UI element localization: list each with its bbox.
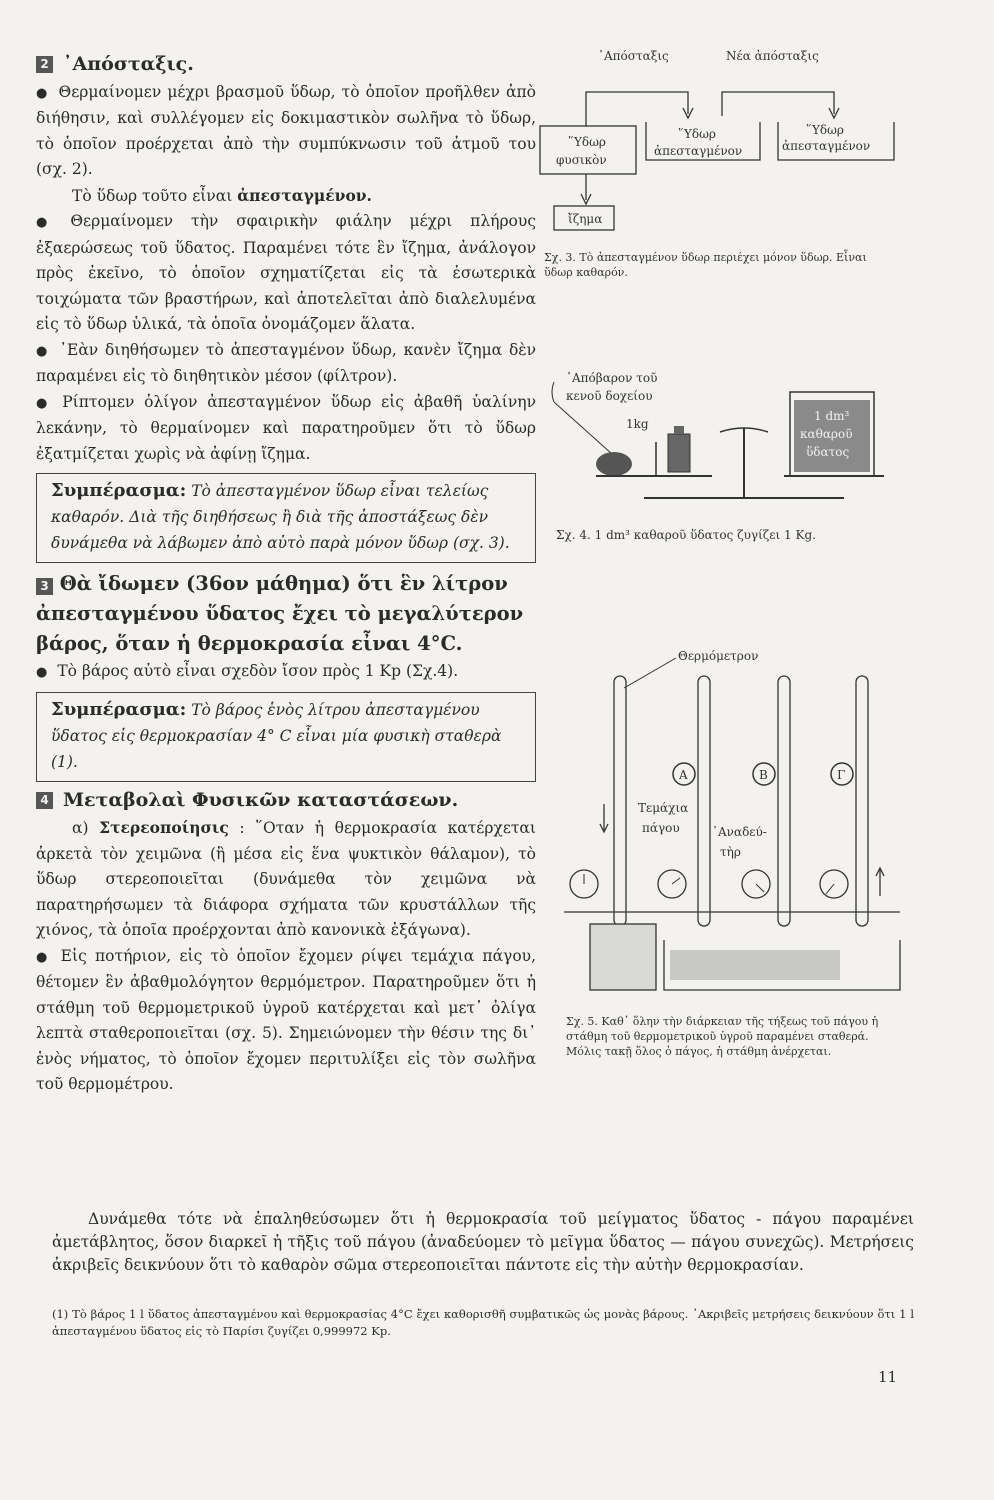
sec3-paragraph-1: ● Τὸ βάρος αὐτὸ εἶναι σχεδὸν ἴσον πρὸς 1 Kp (Σχ.4). <box>36 659 536 686</box>
fig3-label-new-distill: Νέα ἀπόσταξις <box>726 49 819 63</box>
page-number: 11 <box>878 1368 898 1386</box>
section-3-title: Θὰ ἴδωμεν (36ον μάθημα) ὅτι ἓν λίτρον ἀπεσταγμένου ὕδατος ἔχει τὸ μεγαλύτερον βάρος, ὅταν ἡ θερμοκρασία εἶναι 4°C. <box>36 572 524 655</box>
fig3-box3-line1: ῞Υδωρ <box>806 123 844 137</box>
section-2-heading <box>36 52 536 78</box>
fig5-label-B: B <box>759 768 768 782</box>
fig3-box2-line1: ῞Υδωρ <box>678 127 716 141</box>
sec3-conclusion-text: Τὸ βάρος ἑνὸς λίτρου ἀπεσταγμένου ὕδατος εἰς θερμοκρασίαν 4° C εἶναι μία φυσικὴ σταθερὰ (1). <box>51 700 502 771</box>
fig3-box1-line2: φυσικὸν <box>556 153 607 167</box>
fig4-tare-stone <box>596 452 632 476</box>
fig5-thermometer-1 <box>614 676 626 926</box>
fig5-beaker-ice <box>590 924 656 990</box>
fig5-label-ice-1: Τεμάχια <box>638 801 689 815</box>
fig5-label-stir-1: ᾿Αναδεύ- <box>712 825 767 839</box>
fig4-label-tare-1: ᾿Απόβαρον τοῦ <box>566 371 658 385</box>
section-3-number: 3 <box>36 578 53 595</box>
sec2-p2-text: Τὸ ὕδωρ τοῦτο εἶναι <box>72 186 238 205</box>
figure-3-diagram <box>538 42 908 242</box>
sec4-a-text: : ῞Οταν ἡ θερμοκρασία κατέρχεται ἀρκετὰ τὸν χειμῶνα (ἢ μέσα εἰς ἕνα ψυκτικὸν θάλαμον), τὸ ὕδωρ στερεοποιεῖται (δυνάμεθα τὸν χειμῶνα νὰ παρατηρήσωμεν τὰ διάφορα σχήματα τῶν κρυστάλλων τῆς χιόνος, τὰ ὁποῖα προέρχονται ἀπὸ κανονικὰ ἑξάγωνα). <box>36 819 536 939</box>
sec2-paragraph-3: ● Θερμαίνομεν τὴν σφαιρικὴν φιάλην μέχρι πλήρους ἐξαερώσεως τοῦ ὕδατος. Παραμένει τότε ἓν ἴζημα, ἀνάλογον πρὸς ἐκεῖνο, τὸ ὁποῖον σχηματίζεται εἰς τὰ ἐσωτερικὰ τοιχώματα τῶν βραστήρων, καὶ ἀποτελεῖται ἀπὸ διαλελυμένα εἰς τὸ ὕδωρ ὑλικά, τὰ ὁποῖα ὀνομάζομεν ἅλατα. <box>36 209 536 338</box>
fig5-label-ice-2: πάγου <box>642 821 680 835</box>
fig5-tray-ice <box>670 950 840 980</box>
sec4-a-label: α) <box>72 819 100 837</box>
sec2-conclusion-text: Τὸ ἀπεσταγμένον ὕδωρ εἶναι τελείως καθαρόν. Διὰ τῆς διηθήσεως ἢ διὰ τῆς ἀποστάξεως δὲν δυνάμεθα νὰ λάβωμεν ἀπὸ αὐτὸ παρὰ μόνον ὕδωρ (σχ. 3). <box>51 482 510 552</box>
section-2-title: ᾿Απόσταξις. <box>63 53 194 75</box>
footnote: (1) Τὸ βάρος 1 l ὕδατος ἀπεσταγμένου καὶ θερμοκρασίας 4°C ἔχει καθορισθῆ συμβατικῶς ὡς μονὰς βάρους. ᾿Ακριβεῖς μετρήσεις δεικνύουν ὅτι 1 l ἀπεσταγμένου ὕδατος εἰς τὸ Παρίσι ζυγίζει 0,999972 Kp. <box>52 1307 914 1338</box>
section-4-title: Μεταβολαὶ Φυσικῶν καταστάσεων. <box>63 788 459 811</box>
section-4-number: 4 <box>36 792 53 809</box>
fig3-arrow-1 <box>586 92 688 126</box>
fig3-arrow-2 <box>722 92 834 116</box>
sec4-paragraph-a <box>36 815 536 944</box>
sec4-a-bold: Στερεοποίησις <box>99 818 229 837</box>
fig4-tank-line1: 1 dm³ <box>814 409 850 423</box>
fig5-thermometer-4 <box>856 676 868 926</box>
sec3-conclusion-box <box>36 692 536 782</box>
fig4-label-tare-2: κενοῦ δοχείου <box>566 389 653 403</box>
fig5-label-A: A <box>679 768 688 782</box>
fig4-tank-line3: ὕδατος <box>806 445 850 459</box>
sec2-paragraph-4: ● ᾿Εὰν διηθήσωμεν τὸ ἀπεσταγμένον ὕδωρ, κανὲν ἴζημα δὲν παραμένει εἰς τὸ διηθητικὸν μέσον (φίλτρον). <box>36 338 536 390</box>
section-2-number: 2 <box>36 56 53 73</box>
sec3-conclusion-label: Συμπέρασμα: <box>51 698 187 720</box>
fig3-box2-line2: ἀπεσταγμένον <box>654 144 743 158</box>
fig4-tank-line2: καθαροῦ <box>800 427 853 441</box>
fig5-label-thermometer: Θερμόμετρον <box>678 649 759 663</box>
fig4-weight-label: 1kg <box>626 417 649 431</box>
sec4-paragraph-2: ● Εἰς ποτήριον, εἰς τὸ ὁποῖον ἔχομεν ρίψει τεμάχια πάγου, θέτομεν ἓν ἀβαθμολόγητον θερμόμετρον. Παρατηροῦμεν ὅτι ἡ στάθμη τοῦ θερμομετρικοῦ ὑγροῦ κατέρχεται καὶ μετ᾿ ὀλίγα λεπτὰ σταθεροποιεῖται (σχ. 5). Σημειώνομεν τὴν θέσιν της δι᾿ ἑνὸς νήματος, τὸ ὁποῖον ἔχομεν περιτυλίξει εἰς τὸν σωλῆνα τοῦ θερμομέτρου. <box>36 944 536 1098</box>
sec2-paragraph-2 <box>36 183 536 210</box>
left-column <box>36 52 536 1098</box>
fig5-clock-3-hand <box>756 884 764 892</box>
sec2-conclusion-label: Συμπέρασμα: <box>51 480 187 501</box>
fig4-pointer-line <box>554 402 612 454</box>
figure-4-caption: Σχ. 4. 1 dm³ καθαροῦ ὕδατος ζυγίζει 1 Kg. <box>556 528 816 542</box>
fig3-label-distill: ᾿Απόσταξις <box>598 49 669 63</box>
figure-4-diagram <box>544 362 894 512</box>
sec2-paragraph-1: ● Θερμαίνομεν μέχρι βρασμοῦ ὕδωρ, τὸ ὁποῖον προῆλθεν ἀπὸ διήθησιν, καὶ συλλέγομεν εἰς δοκιμαστικὸν σωλῆνα τὸ ὕδωρ, τὸ ὁποῖον προέρχεται ἀπὸ τὴν συμπύκνωσιν τοῦ ἀτμοῦ του (σχ. 2). <box>36 80 536 183</box>
section-3-heading <box>36 569 536 659</box>
fig4-bracket <box>552 382 554 402</box>
fig5-clock-2-hand <box>672 878 680 884</box>
fig5-clock-4-hand <box>826 884 834 894</box>
fig5-thermometer-2 <box>698 676 710 926</box>
full-width-paragraph <box>52 1208 914 1277</box>
fig5-thermometer-3 <box>778 676 790 926</box>
figure-3-caption: Σχ. 3. Τὸ ἀπεσταγμένον ὕδωρ περιέχει μόνον ὕδωρ. Εἶναι ὕδωρ καθαρόν. <box>544 251 867 279</box>
fig3-box3-line2: ἀπεσταγμένον <box>782 139 871 153</box>
sec2-p2-bold: ἀπεσταγμένον. <box>237 185 372 205</box>
figure-5-diagram <box>560 640 910 1000</box>
sec4-paragraph-3: Δυνάμεθα τότε νὰ ἐπαληθεύσωμεν ὅτι ἡ θερμοκρασία τοῦ μείγματος ὕδατος - πάγου παραμένει ἀμετάβλητος, ὅσον διαρκεῖ ἡ τῆξις τοῦ πάγου (ἀναδεύομεν τὸ μεῖγμα ὕδατος — πάγου συνεχῶς). Μετρήσεις ἀκριβεῖς δεικνύουν ὅτι τὸ καθαρὸν σῶμα στερεοποιεῖται πάντοτε εἰς τὴν αὐτὴν θερμοκρασίαν. <box>52 1210 914 1274</box>
sec2-paragraph-5: ● Ρίπτομεν ὀλίγον ἀπεσταγμένον ὕδωρ εἰς ἀβαθῆ ὑαλίνην λεκάνην, τὸ θερμαίνομεν καὶ παρατηροῦμεν ὅτι τὸ ὕδωρ ἐξατμίζεται χωρὶς νὰ ἀφίνῃ ἴζημα. <box>36 390 536 468</box>
sec2-conclusion-box <box>36 473 536 563</box>
fig3-box4-label: ἴζημα <box>568 212 603 226</box>
fig4-weight-knob <box>674 426 684 434</box>
section-4-heading <box>36 788 536 814</box>
fig4-weight-block <box>668 434 690 472</box>
fig3-box1-line1: ῞Υδωρ <box>568 135 606 149</box>
figure-5-caption: Σχ. 5. Καθ᾿ ὅλην τὴν διάρκειαν τῆς τήξεως τοῦ πάγου ἡ στάθμη τοῦ θερμομετρικοῦ ὑγροῦ παραμένει σταθερά. Μόλις τακῇ ὅλος ὁ πάγος, ἡ στάθμη ἀνέρχεται. <box>566 1015 879 1058</box>
fig5-label-stir-2: τὴρ <box>720 845 741 859</box>
fig5-thermo-pointer <box>624 658 676 688</box>
fig5-label-G: Γ <box>837 768 846 782</box>
